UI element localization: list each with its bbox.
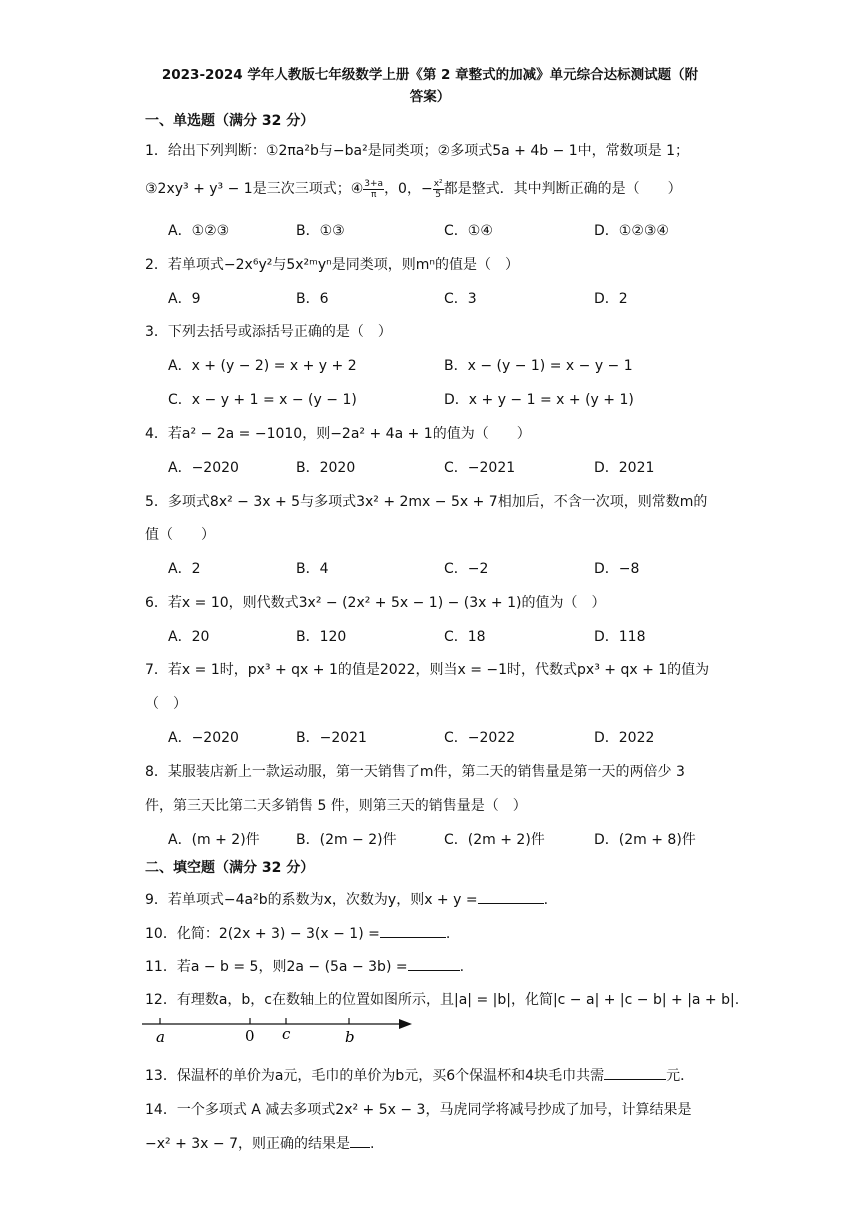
q5-option-d: D．−8 xyxy=(594,561,640,577)
q1-option-d: D．①②③④ xyxy=(594,223,669,239)
question-11 xyxy=(145,956,464,976)
fraction-denominator: π xyxy=(370,189,377,200)
q2-option-b: B．6 xyxy=(296,291,329,307)
q5-option-b: B．4 xyxy=(296,561,329,577)
question-5-line-2: 值（ ） xyxy=(145,527,215,543)
q8-option-c: C．(2m + 2)件 xyxy=(444,832,545,848)
question-14-line-2 xyxy=(145,1133,374,1153)
question-9 xyxy=(145,889,548,909)
answer-blank[interactable] xyxy=(350,1133,370,1148)
q6-option-a: A．20 xyxy=(168,629,210,645)
q2-option-d: D．2 xyxy=(594,291,628,307)
question-7-line-1: 7．若x = 1时，px³ + qx + 1的值是2022，则当x = −1时，代数式px³ + qx + 1的值为 xyxy=(145,662,710,678)
label-zero: 0 xyxy=(245,1027,255,1045)
section-heading-fill-in: 二、填空题（满分 32 分） xyxy=(145,860,315,876)
title-line-1: 2023-2024 学年人教版七年级数学上册《第 2 章整式的加减》单元综合达标测试题（附 xyxy=(161,67,699,83)
question-8-line-1: 8．某服装店新上一款运动服，第一天销售了m件，第二天的销售量是第一天的两倍少 3 xyxy=(145,764,685,780)
question-2: 2．若单项式−2x⁶y²与5x²ᵐyⁿ是同类项，则mⁿ的值是（ ） xyxy=(145,257,519,273)
question-6: 6．若x = 10，则代数式3x² − (2x² + 5x − 1) − (3x + 1)的值为（ ） xyxy=(145,595,606,611)
question-1-line-2 xyxy=(145,178,682,200)
q6-option-b: B．120 xyxy=(296,629,347,645)
q6-option-c: C．18 xyxy=(444,629,486,645)
q7-option-a: A．−2020 xyxy=(168,730,239,746)
number-line-arrow xyxy=(399,1019,412,1029)
question-13 xyxy=(145,1065,694,1085)
q2-option-a: A．9 xyxy=(168,291,201,307)
question-1-text-b: ，0，− xyxy=(384,181,433,197)
answer-blank[interactable] xyxy=(380,923,446,938)
answer-blank[interactable] xyxy=(478,889,544,904)
q5-option-c: C．−2 xyxy=(444,561,489,577)
q2-option-c: C．3 xyxy=(444,291,477,307)
q1-option-c: C．①④ xyxy=(444,223,493,239)
q6-option-d: D．118 xyxy=(594,629,646,645)
q5-option-a: A．2 xyxy=(168,561,201,577)
question-7-line-2: （ ） xyxy=(145,696,187,712)
number-line-figure xyxy=(140,1012,420,1046)
fraction-numerator: x² xyxy=(433,178,443,189)
q8-option-d: D．(2m + 8)件 xyxy=(594,832,696,848)
question-14-stem: −x² + 3x − 7，则正确的结果是 xyxy=(145,1136,350,1152)
question-13-end: 元． xyxy=(666,1068,695,1084)
q8-option-b: B．(2m − 2)件 xyxy=(296,832,397,848)
question-1-text-a: ③2xy³ + y³ − 1是三次三项式；④ xyxy=(145,181,364,197)
question-4: 4．若a² − 2a = −1010，则−2a² + 4a + 1的值为（ ） xyxy=(145,426,531,442)
fraction-numerator: 3+a xyxy=(364,178,384,189)
q1-option-a: A．①②③ xyxy=(168,223,230,239)
question-10-end: . xyxy=(445,926,451,942)
question-10-stem: 10．化简：2(2x + 3) − 3(x − 1) = xyxy=(145,926,380,942)
question-12: 12．有理数a，b，c在数轴上的位置如图所示，且|a| = |b|，化简|c − a| + |c − b| + |a + b|. xyxy=(145,992,740,1008)
section-heading-single-choice: 一、单选题（满分 32 分） xyxy=(145,113,315,129)
question-8-line-2: 件，第三天比第二天多销售 5 件，则第三天的销售量是（ ） xyxy=(145,798,527,814)
q4-option-d: D．2021 xyxy=(594,460,655,476)
question-9-stem: 9．若单项式−4a²b的系数为x，次数为y，则x + y = xyxy=(145,892,478,908)
question-9-end: . xyxy=(543,892,549,908)
question-14-end: . xyxy=(370,1136,375,1152)
answer-blank[interactable] xyxy=(408,956,460,971)
label-b: b xyxy=(345,1028,355,1046)
fraction-3-plus-a-over-pi xyxy=(363,179,384,200)
fraction-x2-over-5 xyxy=(433,179,444,200)
label-c: c xyxy=(282,1025,291,1043)
question-3: 3．下列去括号或添括号正确的是（ ） xyxy=(145,324,392,340)
q1-option-b: B．①③ xyxy=(296,223,345,239)
q7-option-d: D．2022 xyxy=(594,730,655,746)
q3-option-d: D．x + y − 1 = x + (y + 1) xyxy=(444,392,634,408)
q4-option-c: C．−2021 xyxy=(444,460,516,476)
q3-option-a: A．x + (y − 2) = x + y + 2 xyxy=(168,358,357,374)
q8-option-a: A．(m + 2)件 xyxy=(168,832,260,848)
question-11-end: . xyxy=(459,959,465,975)
question-5-line-1: 5．多项式8x² − 3x + 5与多项式3x² + 2mx − 5x + 7相加后，不含一次项，则常数m的 xyxy=(145,494,708,510)
q7-option-c: C．−2022 xyxy=(444,730,516,746)
answer-blank[interactable] xyxy=(604,1065,666,1080)
q3-option-c: C．x − y + 1 = x − (y − 1) xyxy=(168,392,357,408)
q7-option-b: B．−2021 xyxy=(296,730,367,746)
question-11-stem: 11．若a − b = 5，则2a − (5a − 3b) = xyxy=(145,959,408,975)
q4-option-b: B．2020 xyxy=(296,460,356,476)
question-1-text-c: 都是整式．其中判断正确的是（ ） xyxy=(443,181,682,197)
q4-option-a: A．−2020 xyxy=(168,460,239,476)
question-13-stem: 13．保温杯的单价为a元，毛巾的单价为b元，买6个保温杯和4块毛巾共需 xyxy=(145,1068,605,1084)
question-1-line-1: 1．给出下列判断：①2πa²b与−ba²是同类项；②多项式5a + 4b − 1中，常数项是 1； xyxy=(145,143,690,159)
document-title xyxy=(130,64,730,108)
question-14-line-1: 14．一个多项式 A 减去多项式2x² + 5x − 3，马虎同学将减号抄成了加号，计算结果是 xyxy=(145,1102,692,1118)
q3-option-b: B．x − (y − 1) = x − y − 1 xyxy=(444,358,633,374)
fraction-denominator: 5 xyxy=(435,189,442,200)
title-line-2: 答案） xyxy=(409,89,451,105)
question-10 xyxy=(145,923,450,943)
label-a: a xyxy=(156,1028,165,1046)
